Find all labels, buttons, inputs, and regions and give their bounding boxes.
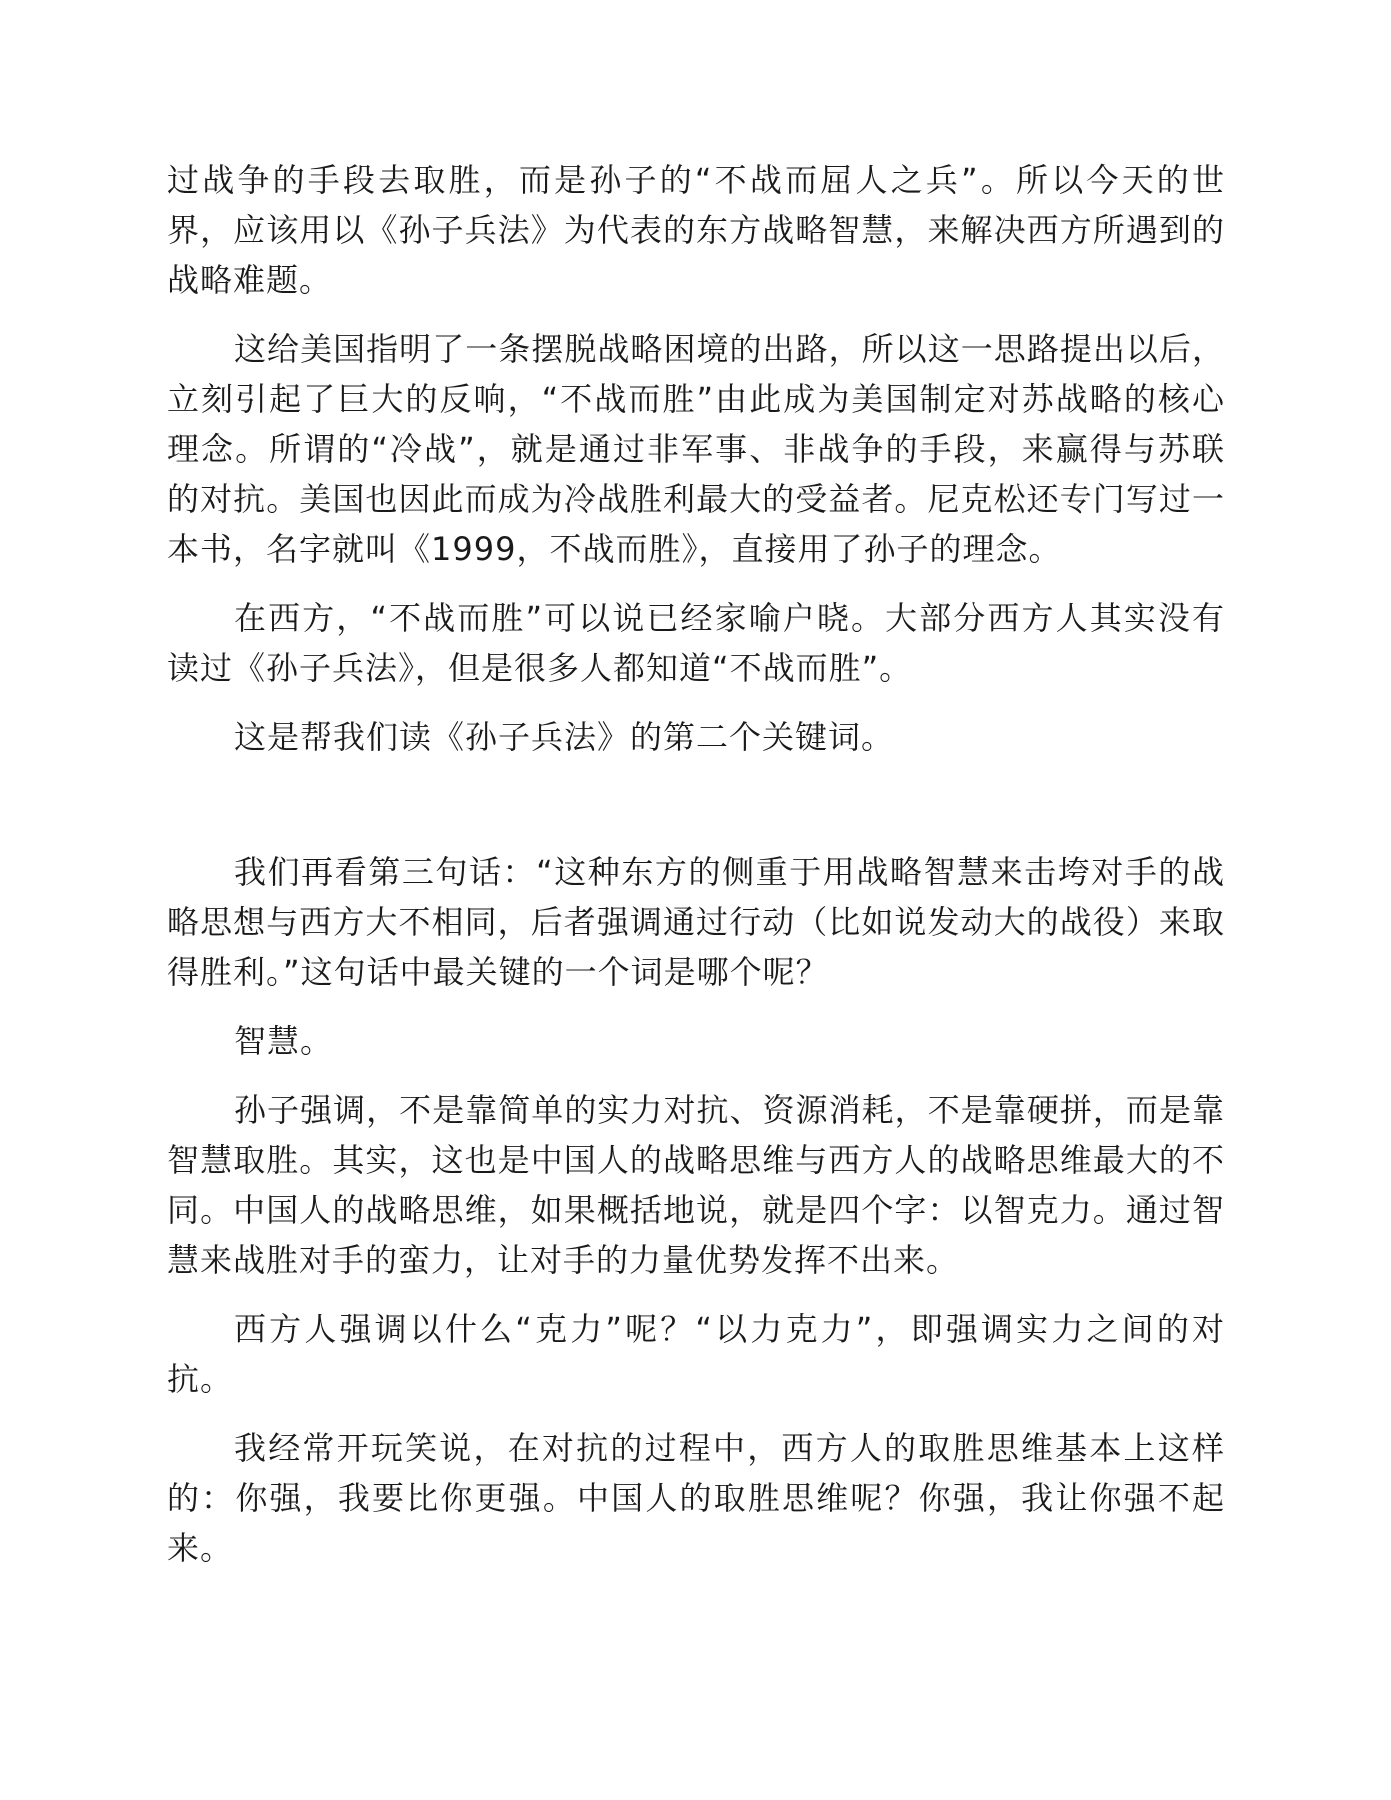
section-bottom [167, 847, 1225, 1573]
paragraph-western-force: 西方人强调以什么“克力”呢？“以力克力”，即强调实力之间的对抗。 [167, 1310, 1225, 1398]
paragraph-west: 在西方，“不战而胜”可以说已经家喻户晓。大部分西方人其实没有读过《孙子兵法》，但是很多人都知道“不战而胜”。 [167, 599, 1225, 687]
paragraph-continuation: 过战争的手段去取胜，而是孙子的“不战而屈人之兵”。所以今天的世界，应该用以《孙子兵法》为代表的东方战略智慧，来解决西方所遇到的战略难题。 [167, 161, 1225, 299]
paragraph-sunzi-emphasis: 孙子强调，不是靠简单的实力对抗、资源消耗，不是靠硬拼，而是靠智慧取胜。其实，这也是中国人的战略思维与西方人的战略思维最大的不同。中国人的战略思维，如果概括地说，就是四个字：以智克力。通过智慧来战胜对手的蛮力，让对手的力量优势发挥不出来。 [167, 1091, 1225, 1279]
section-divider [167, 781, 1225, 847]
paragraph-wisdom: 智慧。 [234, 1022, 334, 1060]
paragraph-nixon: 这给美国指明了一条摆脱战略困境的出路，所以这一思路提出以后，立刻引起了巨大的反响，“不战而胜”由此成为美国制定对苏战略的核心理念。所谓的“冷战”，就是通过非军事、非战争的手段，来赢得与苏联的对抗。美国也因此而成为冷战胜利最大的受益者。尼克松还专门写过一本书，名字就叫《1999，不战而胜》，直接用了孙子的理念。 [167, 330, 1225, 568]
paragraph-third-sentence: 我们再看第三句话：“这种东方的侧重于用战略智慧来击垮对手的战略思想与西方大不相同，后者强调通过行动（比如说发动大的战役）来取得胜利。”这句话中最关键的一个词是哪个呢？ [167, 853, 1225, 991]
document-page [167, 155, 1225, 1592]
paragraph-joke: 我经常开玩笑说，在对抗的过程中，西方人的取胜思维基本上这样的：你强，我要比你更强。中国人的取胜思维呢？你强，我让你强不起来。 [167, 1429, 1225, 1567]
paragraph-keyword-two: 这是帮我们读《孙子兵法》的第二个关键词。 [234, 718, 895, 756]
section-top [167, 155, 1225, 762]
